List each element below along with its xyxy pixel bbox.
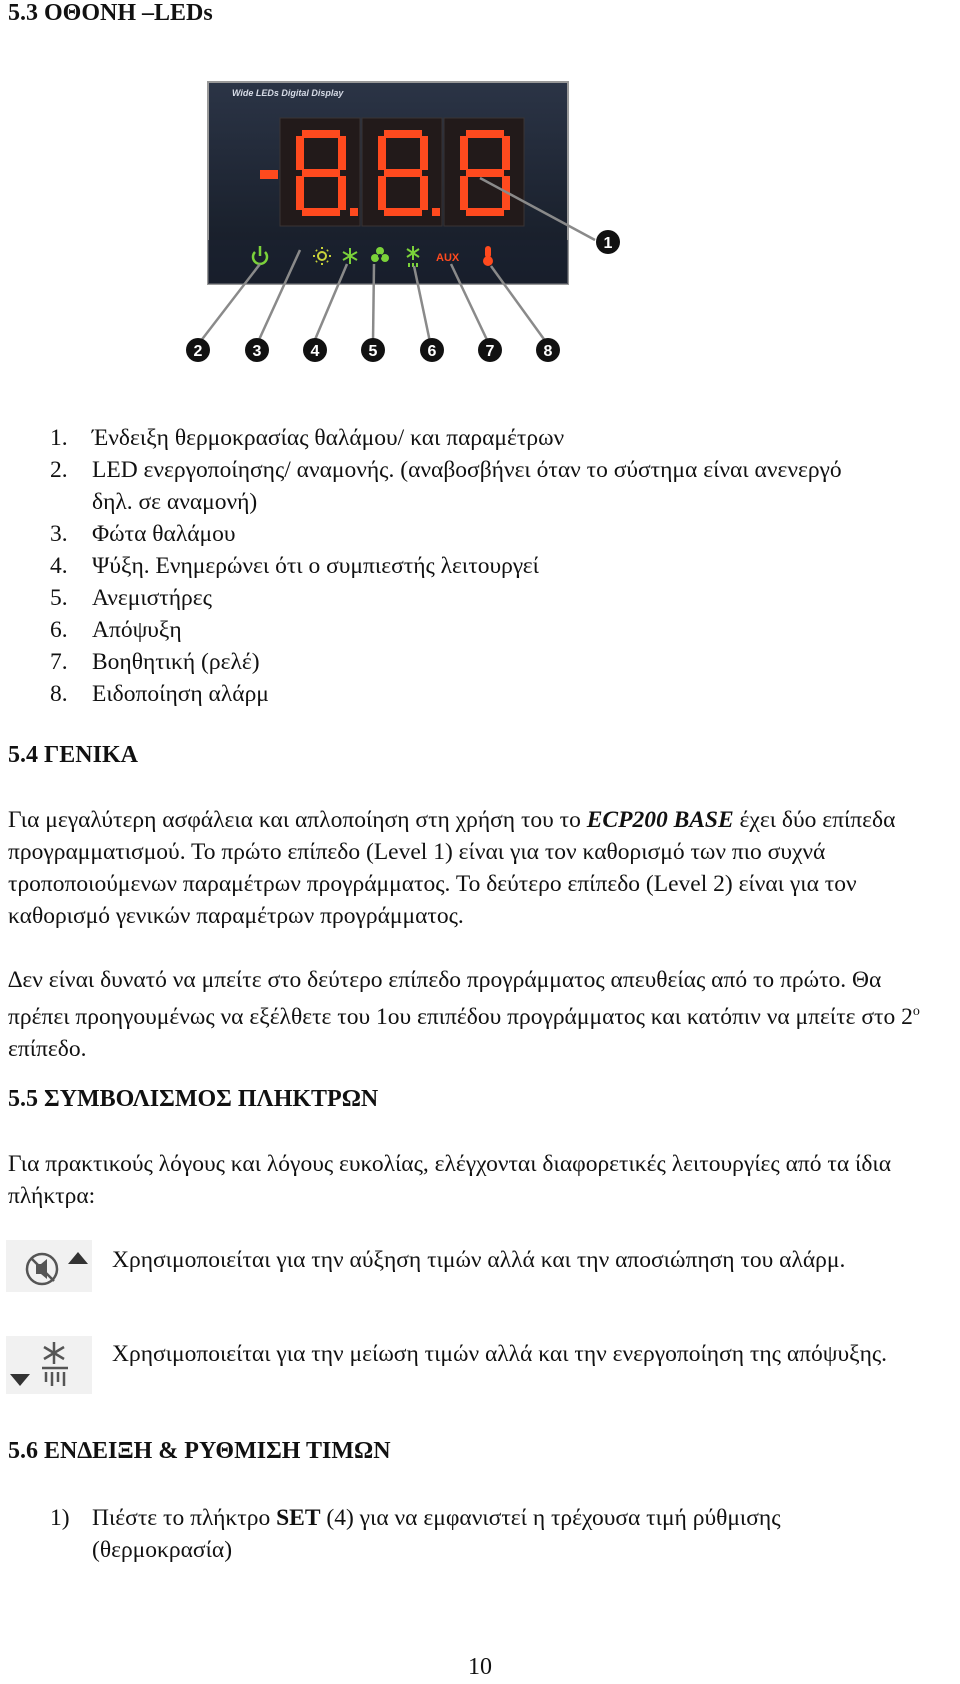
down-key-description: Χρησιμοποιείται για την μείωση τιμών αλλά και την ενεργοποίηση της απόψυξης. <box>112 1341 888 1367</box>
list-item: 8. Ειδοποίηση αλάρμ <box>50 681 269 707</box>
led-legend-list <box>50 422 880 710</box>
callout-8: 8 <box>543 343 553 360</box>
mute-up-key-icon <box>6 1240 92 1292</box>
list-item: 4. Ψύξη. Ενημερώνει ότι ο συμπιεστής λειτουργεί <box>50 553 539 579</box>
list-item: 2. LED ενεργοποίησης/ αναμονής. (αναβοσβήνει όταν το σύστημα είναι ανενεργό δηλ. σε αναμονή) <box>50 457 842 515</box>
set-key-label: SET <box>276 1505 321 1531</box>
list-item: 7. Βοηθητική (ρελέ) <box>50 649 260 675</box>
steps-list <box>50 1502 910 1566</box>
callout-1: 1 <box>603 235 613 252</box>
page-number: 10 <box>468 1654 492 1680</box>
device-label: Wide LEDs Digital Display <box>232 88 344 98</box>
callout-3: 3 <box>252 343 262 360</box>
minus-segment <box>260 170 278 179</box>
list-item: 3. Φώτα θαλάμου <box>50 521 236 547</box>
list-item: 1) Πιέστε το πλήκτρο SET (4) για να εμφανιστεί η τρέχουσα τιμή ρύθμισης (θερμοκρασία) <box>50 1505 781 1563</box>
callout-7: 7 <box>485 343 495 360</box>
general-paragraph-2: ∆εν είναι δυνατό να μπείτε στο δεύτερο επίπεδο προγράμματος απευθείας από το πρώτο. Θα πρέπει προηγουμένως να εξέλθετε του 1ου επιπέδου προγράμματος και κατόπιν να μπείτε στο $2^o$ επίπεδο. <box>8 967 920 1062</box>
keys-intro: Για πρακτικούς λόγους και λόγους ευκολίας, ελέγχονται διαφορετικές λειτουργίες από τα ίδια πλήκτρα: <box>8 1151 892 1209</box>
section-5-5-heading: 5.5 ΣΥΜΒΟΛΙΣΜΟΣ ΠΛΗΚΤΡΩΝ <box>8 1086 379 1112</box>
callout-5: 5 <box>368 343 378 360</box>
general-paragraph-1: Για μεγαλύτερη ασφάλεια και απλοποίηση στη χρήση του το ECP200 BASE έχει δύο επίπεδα προγραμματισμού. Το πρώτο επίπεδο (Level 1) είναι για τον καθορισμό των πιο συχνά τροποποιούμενων παραμέτρων προγράμματος. Το δεύτερο επίπεδο (Level 2) είναι για τον καθορισμό γενικών παραμέτρων προγράμματος. <box>8 807 896 929</box>
up-key-description: Χρησιμοποιείται για την αύξηση τιμών αλλά και την αποσιώπηση του αλάρμ. <box>112 1247 846 1273</box>
list-item: 6. Απόψυξη <box>50 617 182 643</box>
callout-4: 4 <box>310 343 320 360</box>
product-name: ECP200 BASE <box>586 807 734 833</box>
section-5-4-heading: 5.4 ΓΕΝΙΚΑ <box>8 742 138 768</box>
callout-6: 6 <box>427 343 437 360</box>
defrost-icon <box>407 246 419 267</box>
led-display-figure <box>180 70 630 400</box>
section-5-6-heading: 5.6 ΕΝ∆ΕΙΞΗ & ΡΥΘΜΙΣΗ ΤΙΜΩΝ <box>8 1438 391 1464</box>
aux-indicator: AUX <box>436 252 460 264</box>
list-item: 5. Ανεμιστήρες <box>50 585 212 611</box>
callout-2: 2 <box>193 343 203 360</box>
section-5-3-heading: 5.3 ΟΘΟΝΗ –LEDs <box>8 0 213 26</box>
defrost-down-key-icon <box>6 1336 92 1394</box>
list-item: 1. Ένδειξη θερμοκρασίας θαλάμου/ και παραμέτρων <box>50 425 565 451</box>
